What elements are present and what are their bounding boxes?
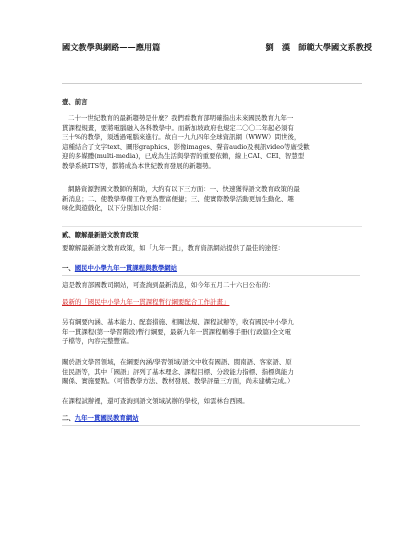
text-line: 年一貫課程(第一學習階段)暫行綱要，最新九年一貫課程輔導手冊(行政篇)全文電 [62, 327, 291, 336]
ministry-site-description [62, 281, 360, 291]
document-author: 劉 漢 師範大學國文系教授 [265, 42, 372, 52]
document-title: 國文教學與網路——應用篇 [62, 42, 161, 52]
preface-paragraph-2 [62, 185, 360, 214]
policy-paragraph-5 [62, 397, 360, 407]
document-header [62, 42, 372, 53]
subsection-number: 一、 [62, 264, 75, 272]
text-line: 這是教育部國教司網站，可查詢到最新消息，如今年五月二十六日公布的： [62, 281, 275, 289]
text-line: 要瞭解最新語文教育政策，如「九年一貫」，教育資訊網站提供了最佳的途徑： [62, 244, 285, 252]
nine-year-website-link[interactable]: 九年一貫國民教育網站 [74, 414, 139, 422]
text-line: 二十一世紀教育的最新趨勢是什麼？我們看教育部明確指出未來國民教育九年一 [68, 114, 294, 122]
curriculum-website-link[interactable]: 國民中小學九年一貫課程與教學網站 [74, 264, 178, 272]
subsection-2-heading [62, 413, 139, 422]
text-line: 迎的多媒體(multi-media)，已成為生活與學習的重要依賴，線上CAI、CEI、智慧型 [62, 152, 305, 161]
section-heading-preface: 壹、前言 [62, 98, 88, 106]
latest-news-line [62, 298, 360, 308]
text-line: 貫課程規畫，要將電腦融入各科教學中。而新加坡政府也規定二〇〇二年起必須有 [62, 123, 294, 132]
text-line: 這種結合了文字text、圖形graphics、影像images、聲音audio及視訊video等廣受歡 [62, 142, 310, 151]
preface-paragraph-1 [62, 114, 360, 172]
section-heading-policy: 貳、瞭解最新語文教育政策 [62, 231, 139, 239]
policy-paragraph-4 [62, 358, 360, 387]
text-line: 教學系統ITS等，都將成為本世紀教育發展的新趨勢。 [62, 161, 215, 170]
header-divider [62, 83, 362, 84]
text-line: 網路資源對國文教師的幫助，大約有以下三方面：一、快速獲得語文教育政策的最 [68, 185, 300, 193]
text-line: 住民語等，其中「國語」評列了基本理念、課程目標、分段能力指標、指標與能力 [62, 367, 294, 376]
latest-plan-link[interactable]: 最新的「國民中小學九年一貫課程暫行綱要配合工作計畫」 [62, 298, 230, 306]
subsection-1-heading [62, 263, 177, 272]
text-line: 在課程試辦裡，還可查詢到語文領域試辦的學校，如雲林台西國。 [62, 397, 249, 405]
text-line: 關於語文學習領域，在綱要內涵/學習領域/語文中收有國語、閩南語、客家語、原 [62, 358, 292, 366]
policy-intro [62, 244, 360, 254]
text-line: 三十%的教學，須透過電腦來進行。故自一九九四年全球資訊網（WWW）問世後， [62, 133, 301, 142]
text-line: 味化與遊戲化，以下分別加以介紹： [62, 204, 166, 213]
text-line: 關係、實施要點。（可惜教學方法、教材發展、教學評量三方面，尚未建構完成。） [62, 377, 294, 386]
subsection-divider [62, 275, 360, 276]
policy-paragraph-3 [62, 318, 360, 347]
subsection-number: 二、 [62, 414, 75, 422]
text-line: 新消息；二、使教學準備工作更為豐富便捷；三、使實際教學活動更加生動化、趣 [62, 194, 294, 203]
text-line: 子檔等，內容完整豐富。 [62, 337, 133, 346]
section-divider [62, 226, 362, 227]
text-line: 另有綱要內涵、基本能力、配套措施、相關法規、課程試辦等，收有國民中小學九 [62, 318, 294, 326]
subsection-divider [62, 425, 360, 426]
